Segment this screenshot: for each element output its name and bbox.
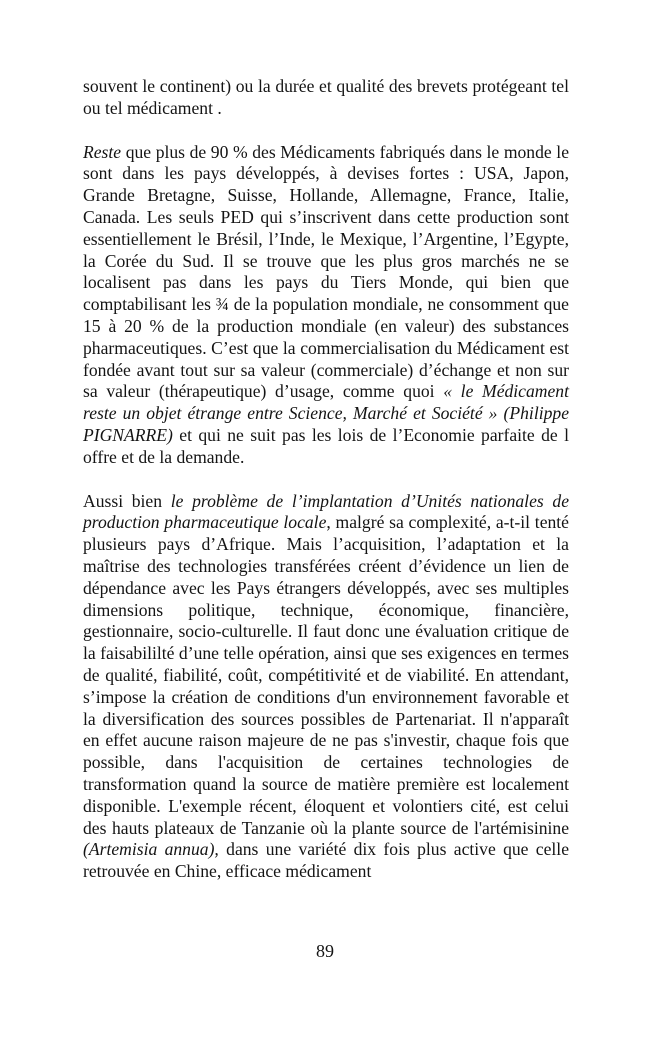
paragraph-3-species-name: (Artemisia annua),: [83, 839, 219, 860]
paragraph-3-text-start: Aussi bien: [83, 490, 171, 511]
paragraph-2-text-end: et qui ne suit pas les lois de l’Economie parfaite de l offre et de la demande.: [83, 424, 569, 467]
paragraph-2-text: que plus de 90 % des Médicaments fabriqués dans le monde le sont dans les pays développés, à devises fortes : USA, Japon, Grande Bretagne, Suisse, Hollande, Allemagne, France, Italie, Canada. Les seuls PED qui s’inscrivent dans cette production sont essentiellement le Brésil, l’Inde, le Mexique, l’Argentine, l’Egypte, la Corée du Sud. Il se trouve que les plus gros marchés ne se localisent pas dans les pays du Tiers Monde, qui bien que comptabilisant les ¾ de la population mondiale, ne consomment que 15 à 20 % de la production mondiale (en valeur) des substances pharmaceutiques. C’est que la commercialisation du Médicament est fondée avant tout sur sa valeur (commerciale) d’échange et non sur sa valeur (thérapeutique) d’usage, comme quoi: [83, 141, 569, 402]
paragraph-1: [83, 76, 569, 120]
paragraph-1-text: souvent le continent) ou la durée et qualité des brevets protégeant tel ou tel médicament .: [83, 76, 569, 118]
paragraph-3-emphasis: le problème de l’implantation d’Unités nationales de production pharmaceutique locale: [83, 490, 570, 533]
paragraph-2-quote: « le Médicament reste un objet étrange entre Science, Marché et Société » (Philippe PIGNARRE): [83, 381, 569, 445]
page-number: 89: [316, 941, 334, 961]
paragraph-3: [83, 491, 569, 883]
paragraph-3-text: , malgré sa complexité, a-t-il tenté plusieurs pays d’Afrique. Mais l’acquisition, l’adaptation et la maîtrise des technologies transférées créent d’évidence un lien de dépendance avec les Pays étrangers développés, avec ses multiples dimensions politique, technique, économique, financière, gestionnaire, socio-culturelle. Il faut donc une évaluation critique de la faisabililté d’une telle opération, ainsi que ses exigences en termes de qualité, fiabilité, coût, compétitivité et de viabilité. En attendant, s’impose la création de conditions d'un environnement favorable et la diversification des sources possibles de Partenariat. Il n'apparaît en effet aucune raison majeure de ne pas s'investir, chaque fois que possible, dans l'acquisition de certaines technologies de transformation quand la source de matière première est localement disponible. L'exemple récent, éloquent et volontiers cité, est celui des hauts plateaux de Tanzanie où la plante source de l'artémisinine: [83, 512, 569, 838]
paragraph-3-text-end: dans une variété dix fois plus active que celle retrouvée en Chine, efficace médicament: [83, 839, 570, 882]
page-body: [83, 76, 569, 905]
paragraph-2: [83, 142, 569, 469]
paragraph-2-emphasis-reste: Reste: [83, 141, 122, 162]
